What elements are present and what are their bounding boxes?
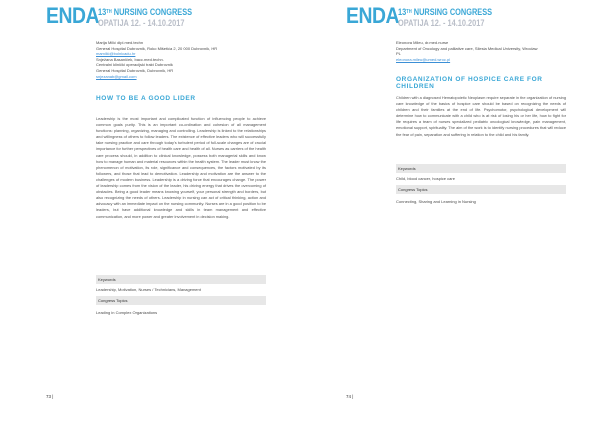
congress-location-dates: OPATIJA 12. - 14.10.2017 [398,18,485,28]
right-page [300,0,600,424]
keywords-text: Leadership, Motivation, Nurses / Technicians, Management [96,287,201,292]
author-block [96,40,266,79]
abstract-text: Children with a diagnosed Hematopoietic Neoplasm require separate in the organization of nursing care knowledge of the basics of hospice care should be based on recognizing the needs of children and their families at the end of life. Psychomotor, psychological development will determine how to communicate with a child who is at risk of losing his or her life, how to fight for life requires a team of nurses specialized pediatric oncological knowledge, pain management, emotional support, spirituality. The aim of the work is to identify nursing procedures that will reduce the fear of pain, separation and suffering in relation to the child and his family. [396,95,566,137]
author-email-link[interactable]: eleonora.mileu@umed.wroc.pl [396,56,451,62]
congress-name: NURSING CONGRESS [413,7,493,17]
author-block [396,40,566,62]
enda-logo: ENDA [46,3,100,28]
congress-number: 13 [398,7,407,17]
congress-title [398,7,513,28]
right-article [396,76,566,90]
right-content [396,40,566,62]
abstract-text: Leadership is the most important and complicated function of influencing people to achieve common goals purity. This is an important co-ordination and cohesion of all management functions: planning, organizing, managing and controlling. Leadership is linked to the relationships and willingness of others to follow leaders. The existence of effective leaders who will successfully take nursing practice and care through today's turbulent period of full-scale changes are of crucial importance for further perspectives of health care and health of all. Nurses as carriers of the health care process should, in addition to clinical knowledge, possess both managerial skills and know how to manage human and material resources within the health system. The leader must know the phenomenon of motivation, its role, significance and consequences, the factors motivated by its followers, and those that lead to demotivation. Leadership and motivation are the answer to the challenges of modern business. Leadership is a driving force that encourages change. The power of leadership comes from the vision of the leader, his driving energy that drives the overcoming of obstacles. Being a good leader means knowing yourself, your personal strength and borders, but also recognizing the needs of others. Leadership in nursing can act of critical thinking, action and advocacy with an immediate impact on the nursing community. Nurses are in a good position to be leaders, but have additional knowledge and skills in team management and effective communication, and more power and greater involvement in decision making. [96,116,266,219]
congress-suffix: TH [106,9,112,15]
congress-name: NURSING CONGRESS [113,7,193,17]
right-abstract [396,95,566,138]
page-header [346,5,586,31]
keywords-label: Keywords [396,164,566,173]
congress-topics-text: Connecting, Sharing and Learning in Nursing [396,199,476,204]
congress-location-dates: OPATIJA 12. - 14.10.2017 [98,18,185,28]
left-keywords-section [96,275,266,316]
author-line: Snježana Basaniček, bacc.med.techn. [96,56,164,62]
congress-number: 13 [98,7,107,17]
author-line: Department of Oncology and palliative care, Silesia Medical University, Wroclaw [396,45,538,51]
congress-suffix: TH [406,9,412,15]
keywords-label: Keywords [96,275,266,284]
congress-topics-label: Congress Topics [96,296,266,305]
page-header [46,5,286,31]
congress-topics-label: Congress Topics [396,185,566,194]
author-email-link[interactable]: snjezanab@gmail.com [96,73,137,79]
author-email-link[interactable]: mamilić@bolnicadu.hr [96,51,136,57]
congress-topics-text: Leading in Complex Organizations [96,310,158,315]
right-keywords-section [396,164,566,205]
author-line: Marija Milić dipl.med.techn [96,40,144,45]
left-article [96,95,266,102]
author-line: PL [396,51,401,57]
enda-logo: ENDA [346,3,400,28]
left-content [96,40,266,79]
keywords-text: Child, blood cancer, hospice care [396,176,455,181]
left-abstract [96,116,266,220]
article-title: ORGANIZATION OF HOSPICE CARE FOR CHILDREN [396,76,543,90]
page-number: 73 | [46,394,54,399]
page-number: 74 | [346,394,354,399]
author-line: General Hospital Dubrovnik, Roko Mišetića 2, 20 000 Dubrovnik, HR [96,45,218,51]
congress-title [98,7,213,28]
author-line: Eleonora Mileu, dr.med.nurse [396,40,449,45]
article-title: HOW TO BE A GOOD LIDER [96,95,196,102]
author-line: Centralni klinički operacijski trakt Dubrovnik [96,62,173,68]
author-line: General Hospital Dubrovnik, Dubrovnik, HR [96,67,174,73]
